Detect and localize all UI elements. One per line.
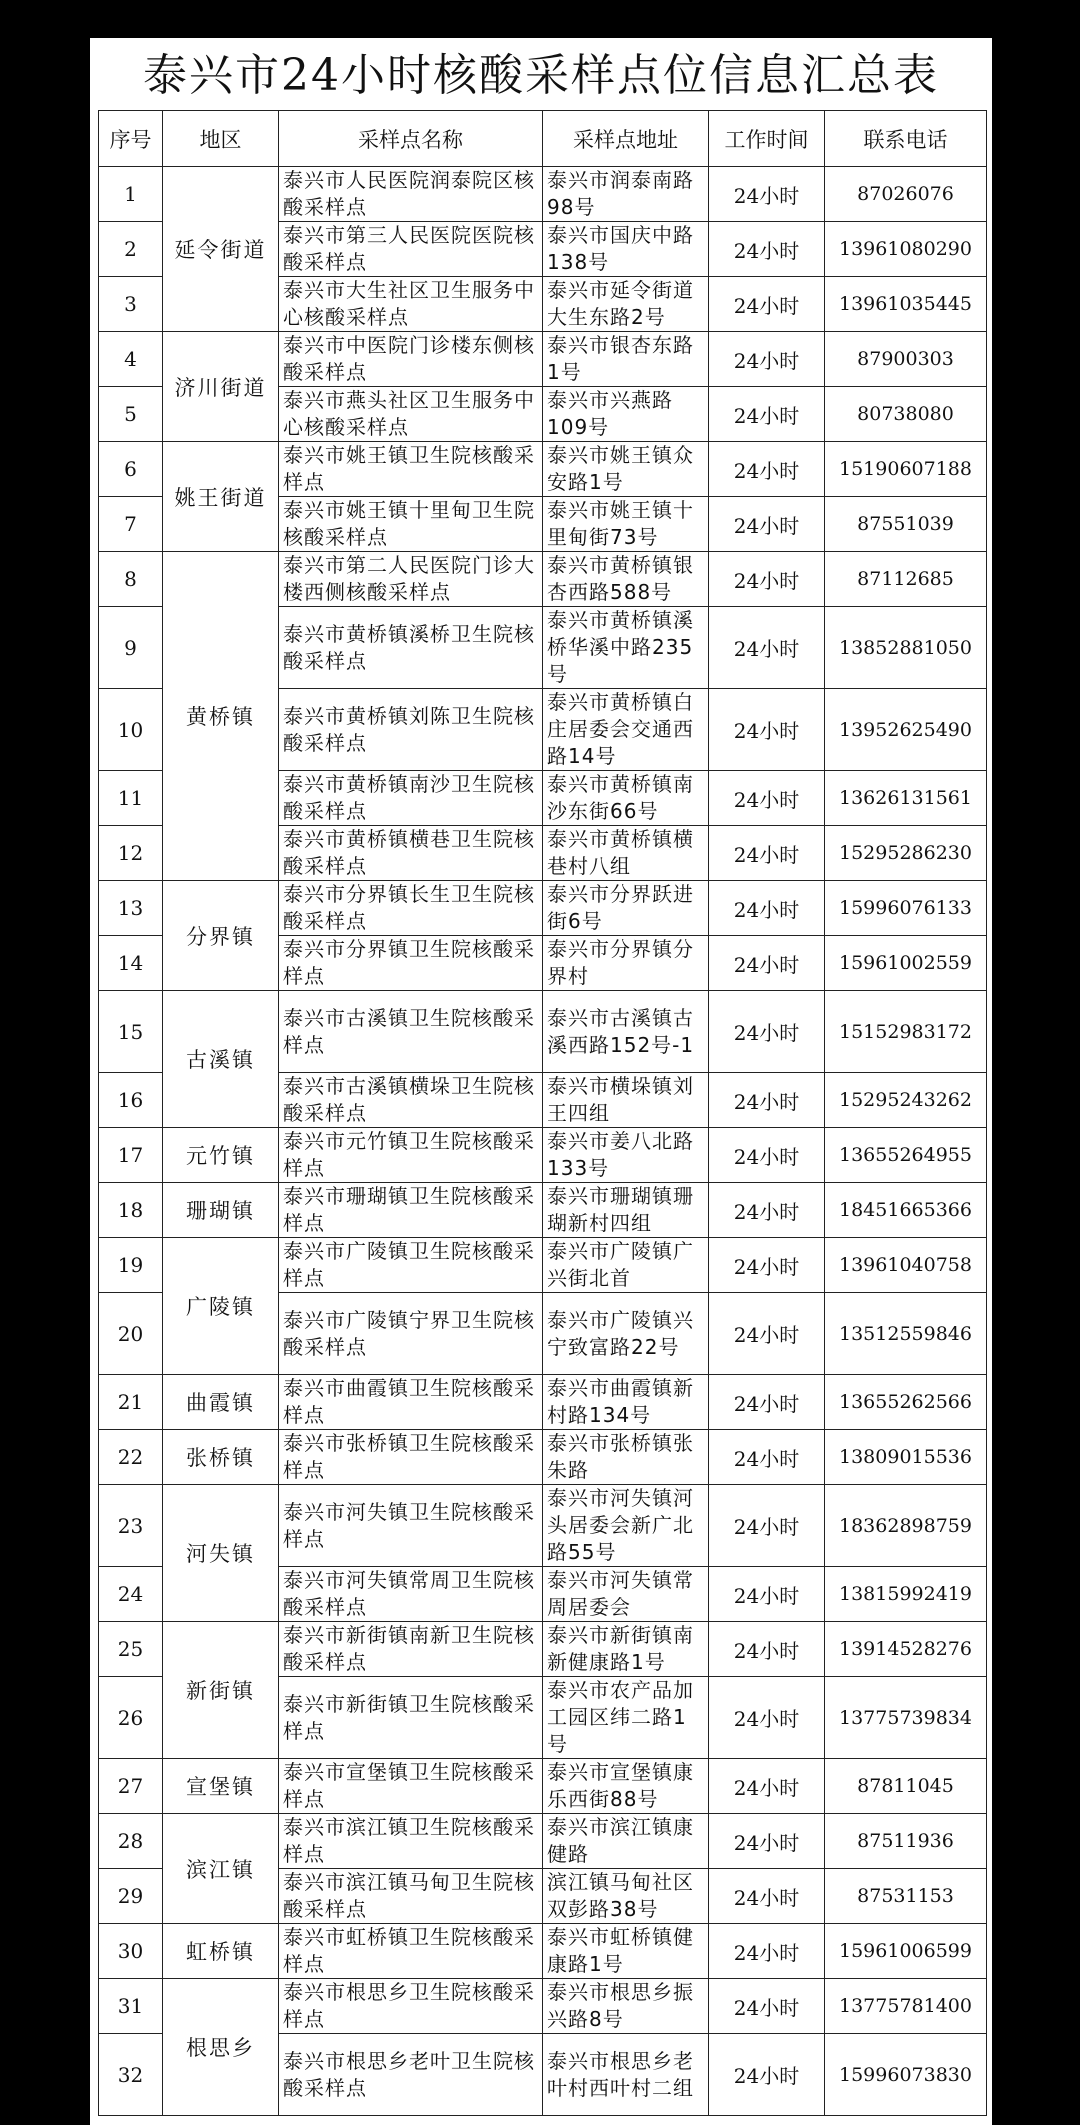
site-name-cell: 泰兴市黄桥镇刘陈卫生院核酸采样点	[279, 689, 543, 771]
site-address-cell: 泰兴市姜八北路133号	[543, 1128, 709, 1183]
site-name-cell: 泰兴市新街镇卫生院核酸采样点	[279, 1677, 543, 1759]
row-number: 15	[99, 991, 163, 1073]
work-time-cell: 24小时	[709, 442, 825, 497]
work-time-cell: 24小时	[709, 277, 825, 332]
site-name-cell: 泰兴市元竹镇卫生院核酸采样点	[279, 1128, 543, 1183]
row-number: 16	[99, 1073, 163, 1128]
row-number: 31	[99, 1979, 163, 2034]
work-time-cell: 24小时	[709, 991, 825, 1073]
district-cell: 古溪镇	[163, 991, 279, 1128]
phone-cell: 80738080	[825, 387, 987, 442]
work-time-cell: 24小时	[709, 1677, 825, 1759]
phone-cell: 13775781400	[825, 1979, 987, 2034]
work-time-cell: 24小时	[709, 771, 825, 826]
site-address-cell: 泰兴市黄桥镇南沙东街66号	[543, 771, 709, 826]
row-number: 17	[99, 1128, 163, 1183]
site-address-cell: 泰兴市横垛镇刘王四组	[543, 1073, 709, 1128]
phone-cell: 13512559846	[825, 1293, 987, 1375]
table-row	[99, 1759, 987, 1814]
table-row	[99, 1375, 987, 1430]
work-time-cell: 24小时	[709, 826, 825, 881]
row-number: 27	[99, 1759, 163, 1814]
row-number: 23	[99, 1485, 163, 1567]
row-number: 21	[99, 1375, 163, 1430]
site-name-cell: 泰兴市曲霞镇卫生院核酸采样点	[279, 1375, 543, 1430]
phone-cell: 13815992419	[825, 1567, 987, 1622]
row-number: 10	[99, 689, 163, 771]
sampling-sites-table	[98, 110, 987, 2116]
phone-cell: 15295286230	[825, 826, 987, 881]
row-number: 9	[99, 607, 163, 689]
work-time-cell: 24小时	[709, 222, 825, 277]
site-name-cell: 泰兴市河失镇常周卫生院核酸采样点	[279, 1567, 543, 1622]
district-cell: 根思乡	[163, 1979, 279, 2116]
site-name-cell: 泰兴市姚王镇十里甸卫生院核酸采样点	[279, 497, 543, 552]
site-name-cell: 泰兴市滨江镇马甸卫生院核酸采样点	[279, 1869, 543, 1924]
row-number: 8	[99, 552, 163, 607]
site-name-cell: 泰兴市虹桥镇卫生院核酸采样点	[279, 1924, 543, 1979]
phone-cell: 87900303	[825, 332, 987, 387]
row-number: 28	[99, 1814, 163, 1869]
phone-cell: 15190607188	[825, 442, 987, 497]
table-row	[99, 1238, 987, 1293]
work-time-cell: 24小时	[709, 387, 825, 442]
site-name-cell: 泰兴市根思乡卫生院核酸采样点	[279, 1979, 543, 2034]
site-name-cell: 泰兴市根思乡老叶卫生院核酸采样点	[279, 2034, 543, 2116]
district-cell: 元竹镇	[163, 1128, 279, 1183]
row-number: 29	[99, 1869, 163, 1924]
work-time-cell: 24小时	[709, 1183, 825, 1238]
district-cell: 虹桥镇	[163, 1924, 279, 1979]
site-name-cell: 泰兴市燕头社区卫生服务中心核酸采样点	[279, 387, 543, 442]
phone-cell: 13775739834	[825, 1677, 987, 1759]
page-title: 泰兴市24小时核酸采样点位信息汇总表	[143, 50, 939, 101]
site-address-cell: 泰兴市古溪镇古溪西路152号-1	[543, 991, 709, 1073]
phone-cell: 13852881050	[825, 607, 987, 689]
row-number: 26	[99, 1677, 163, 1759]
phone-cell: 15996073830	[825, 2034, 987, 2116]
phone-cell: 18451665366	[825, 1183, 987, 1238]
site-name-cell: 泰兴市广陵镇宁界卫生院核酸采样点	[279, 1293, 543, 1375]
district-cell: 宣堡镇	[163, 1759, 279, 1814]
phone-cell: 15961002559	[825, 936, 987, 991]
header-site-name: 采样点名称	[279, 111, 543, 167]
row-number: 32	[99, 2034, 163, 2116]
row-number: 30	[99, 1924, 163, 1979]
header-work-time: 工作时间	[709, 111, 825, 167]
row-number: 14	[99, 936, 163, 991]
site-name-cell: 泰兴市古溪镇卫生院核酸采样点	[279, 991, 543, 1073]
table-row	[99, 552, 987, 607]
table-row	[99, 991, 987, 1073]
site-name-cell: 泰兴市广陵镇卫生院核酸采样点	[279, 1238, 543, 1293]
district-cell: 张桥镇	[163, 1430, 279, 1485]
phone-cell: 15961006599	[825, 1924, 987, 1979]
table-header-row	[99, 111, 987, 167]
district-cell: 新街镇	[163, 1622, 279, 1759]
site-name-cell: 泰兴市河失镇卫生院核酸采样点	[279, 1485, 543, 1567]
site-name-cell: 泰兴市古溪镇横垛卫生院核酸采样点	[279, 1073, 543, 1128]
site-address-cell: 泰兴市河失镇常周居委会	[543, 1567, 709, 1622]
site-name-cell: 泰兴市新街镇南新卫生院核酸采样点	[279, 1622, 543, 1677]
phone-cell: 13655264955	[825, 1128, 987, 1183]
row-number: 1	[99, 167, 163, 222]
row-number: 7	[99, 497, 163, 552]
site-name-cell: 泰兴市大生社区卫生服务中心核酸采样点	[279, 277, 543, 332]
phone-cell: 15152983172	[825, 991, 987, 1073]
work-time-cell: 24小时	[709, 1924, 825, 1979]
work-time-cell: 24小时	[709, 1073, 825, 1128]
site-name-cell: 泰兴市滨江镇卫生院核酸采样点	[279, 1814, 543, 1869]
district-cell: 曲霞镇	[163, 1375, 279, 1430]
work-time-cell: 24小时	[709, 936, 825, 991]
site-name-cell: 泰兴市中医院门诊楼东侧核酸采样点	[279, 332, 543, 387]
district-cell: 分界镇	[163, 881, 279, 991]
site-address-cell: 泰兴市延令街道大生东路2号	[543, 277, 709, 332]
site-address-cell: 泰兴市黄桥镇横巷村八组	[543, 826, 709, 881]
table-row	[99, 881, 987, 936]
table-row	[99, 167, 987, 222]
site-address-cell: 泰兴市河失镇河头居委会新广北路55号	[543, 1485, 709, 1567]
work-time-cell: 24小时	[709, 552, 825, 607]
row-number: 22	[99, 1430, 163, 1485]
site-address-cell: 泰兴市润泰南路98号	[543, 167, 709, 222]
work-time-cell: 24小时	[709, 1485, 825, 1567]
header-phone: 联系电话	[825, 111, 987, 167]
document-sheet	[90, 38, 992, 2125]
work-time-cell: 24小时	[709, 1238, 825, 1293]
site-address-cell: 泰兴市黄桥镇白庄居委会交通西路14号	[543, 689, 709, 771]
phone-cell: 13961035445	[825, 277, 987, 332]
site-address-cell: 泰兴市黄桥镇银杏西路588号	[543, 552, 709, 607]
site-name-cell: 泰兴市宣堡镇卫生院核酸采样点	[279, 1759, 543, 1814]
site-address-cell: 泰兴市银杏东路1号	[543, 332, 709, 387]
site-address-cell: 泰兴市滨江镇康健路	[543, 1814, 709, 1869]
row-number: 24	[99, 1567, 163, 1622]
site-address-cell: 泰兴市姚王镇众安路1号	[543, 442, 709, 497]
table-row	[99, 1128, 987, 1183]
site-address-cell: 泰兴市曲霞镇新村路134号	[543, 1375, 709, 1430]
district-cell: 黄桥镇	[163, 552, 279, 881]
header-district: 地区	[163, 111, 279, 167]
work-time-cell: 24小时	[709, 497, 825, 552]
row-number: 2	[99, 222, 163, 277]
phone-cell: 87531153	[825, 1869, 987, 1924]
site-address-cell: 泰兴市黄桥镇溪桥华溪中路235号	[543, 607, 709, 689]
site-address-cell: 泰兴市根思乡老叶村西叶村二组	[543, 2034, 709, 2116]
work-time-cell: 24小时	[709, 1869, 825, 1924]
site-address-cell: 泰兴市张桥镇张朱路	[543, 1430, 709, 1485]
table-row	[99, 332, 987, 387]
phone-cell: 87811045	[825, 1759, 987, 1814]
site-address-cell: 泰兴市广陵镇兴宁致富路22号	[543, 1293, 709, 1375]
site-address-cell: 泰兴市姚王镇十里甸街73号	[543, 497, 709, 552]
site-name-cell: 泰兴市第三人民医院医院核酸采样点	[279, 222, 543, 277]
row-number: 25	[99, 1622, 163, 1677]
district-cell: 河失镇	[163, 1485, 279, 1622]
site-name-cell: 泰兴市姚王镇卫生院核酸采样点	[279, 442, 543, 497]
site-name-cell: 泰兴市分界镇长生卫生院核酸采样点	[279, 881, 543, 936]
table-row	[99, 1924, 987, 1979]
site-name-cell: 泰兴市黄桥镇溪桥卫生院核酸采样点	[279, 607, 543, 689]
phone-cell: 13961080290	[825, 222, 987, 277]
work-time-cell: 24小时	[709, 607, 825, 689]
site-name-cell: 泰兴市第二人民医院门诊大楼西侧核酸采样点	[279, 552, 543, 607]
header-site-address: 采样点地址	[543, 111, 709, 167]
table-row	[99, 1814, 987, 1869]
site-address-cell: 泰兴市兴燕路109号	[543, 387, 709, 442]
phone-cell: 87551039	[825, 497, 987, 552]
site-address-cell: 泰兴市新街镇南新健康路1号	[543, 1622, 709, 1677]
row-number: 6	[99, 442, 163, 497]
site-address-cell: 滨江镇马甸社区双彭路38号	[543, 1869, 709, 1924]
phone-cell: 87511936	[825, 1814, 987, 1869]
row-number: 18	[99, 1183, 163, 1238]
phone-cell: 13809015536	[825, 1430, 987, 1485]
site-name-cell: 泰兴市分界镇卫生院核酸采样点	[279, 936, 543, 991]
site-name-cell: 泰兴市黄桥镇南沙卫生院核酸采样点	[279, 771, 543, 826]
table-body	[99, 167, 987, 2116]
site-address-cell: 泰兴市分界镇分界村	[543, 936, 709, 991]
phone-cell: 13914528276	[825, 1622, 987, 1677]
table-row	[99, 1430, 987, 1485]
work-time-cell: 24小时	[709, 2034, 825, 2116]
row-number: 12	[99, 826, 163, 881]
district-cell: 广陵镇	[163, 1238, 279, 1375]
site-address-cell: 泰兴市分界跃进街6号	[543, 881, 709, 936]
district-cell: 滨江镇	[163, 1814, 279, 1924]
phone-cell: 15295243262	[825, 1073, 987, 1128]
work-time-cell: 24小时	[709, 881, 825, 936]
row-number: 3	[99, 277, 163, 332]
site-name-cell: 泰兴市珊瑚镇卫生院核酸采样点	[279, 1183, 543, 1238]
work-time-cell: 24小时	[709, 167, 825, 222]
work-time-cell: 24小时	[709, 1814, 825, 1869]
work-time-cell: 24小时	[709, 689, 825, 771]
work-time-cell: 24小时	[709, 1622, 825, 1677]
district-cell: 济川街道	[163, 332, 279, 442]
site-address-cell: 泰兴市根思乡振兴路8号	[543, 1979, 709, 2034]
phone-cell: 87026076	[825, 167, 987, 222]
site-address-cell: 泰兴市广陵镇广兴街北首	[543, 1238, 709, 1293]
phone-cell: 13952625490	[825, 689, 987, 771]
phone-cell: 13626131561	[825, 771, 987, 826]
district-cell: 延令街道	[163, 167, 279, 332]
work-time-cell: 24小时	[709, 1375, 825, 1430]
table-row	[99, 1183, 987, 1238]
table-row	[99, 1622, 987, 1677]
table-row	[99, 442, 987, 497]
phone-cell: 87112685	[825, 552, 987, 607]
row-number: 11	[99, 771, 163, 826]
row-number: 4	[99, 332, 163, 387]
row-number: 20	[99, 1293, 163, 1375]
table-row	[99, 1485, 987, 1567]
site-address-cell: 泰兴市宣堡镇康乐西街88号	[543, 1759, 709, 1814]
row-number: 19	[99, 1238, 163, 1293]
site-address-cell: 泰兴市珊瑚镇珊瑚新村四组	[543, 1183, 709, 1238]
district-cell: 珊瑚镇	[163, 1183, 279, 1238]
work-time-cell: 24小时	[709, 1293, 825, 1375]
site-name-cell: 泰兴市人民医院润泰院区核酸采样点	[279, 167, 543, 222]
phone-cell: 18362898759	[825, 1485, 987, 1567]
table-row	[99, 1979, 987, 2034]
site-address-cell: 泰兴市虹桥镇健康路1号	[543, 1924, 709, 1979]
phone-cell: 15996076133	[825, 881, 987, 936]
work-time-cell: 24小时	[709, 1979, 825, 2034]
site-name-cell: 泰兴市张桥镇卫生院核酸采样点	[279, 1430, 543, 1485]
work-time-cell: 24小时	[709, 1567, 825, 1622]
phone-cell: 13961040758	[825, 1238, 987, 1293]
work-time-cell: 24小时	[709, 1759, 825, 1814]
header-no: 序号	[99, 111, 163, 167]
phone-cell: 13655262566	[825, 1375, 987, 1430]
work-time-cell: 24小时	[709, 332, 825, 387]
work-time-cell: 24小时	[709, 1128, 825, 1183]
row-number: 5	[99, 387, 163, 442]
work-time-cell: 24小时	[709, 1430, 825, 1485]
site-address-cell: 泰兴市国庆中路138号	[543, 222, 709, 277]
site-address-cell: 泰兴市农产品加工园区纬二路1号	[543, 1677, 709, 1759]
site-name-cell: 泰兴市黄桥镇横巷卫生院核酸采样点	[279, 826, 543, 881]
row-number: 13	[99, 881, 163, 936]
district-cell: 姚王街道	[163, 442, 279, 552]
